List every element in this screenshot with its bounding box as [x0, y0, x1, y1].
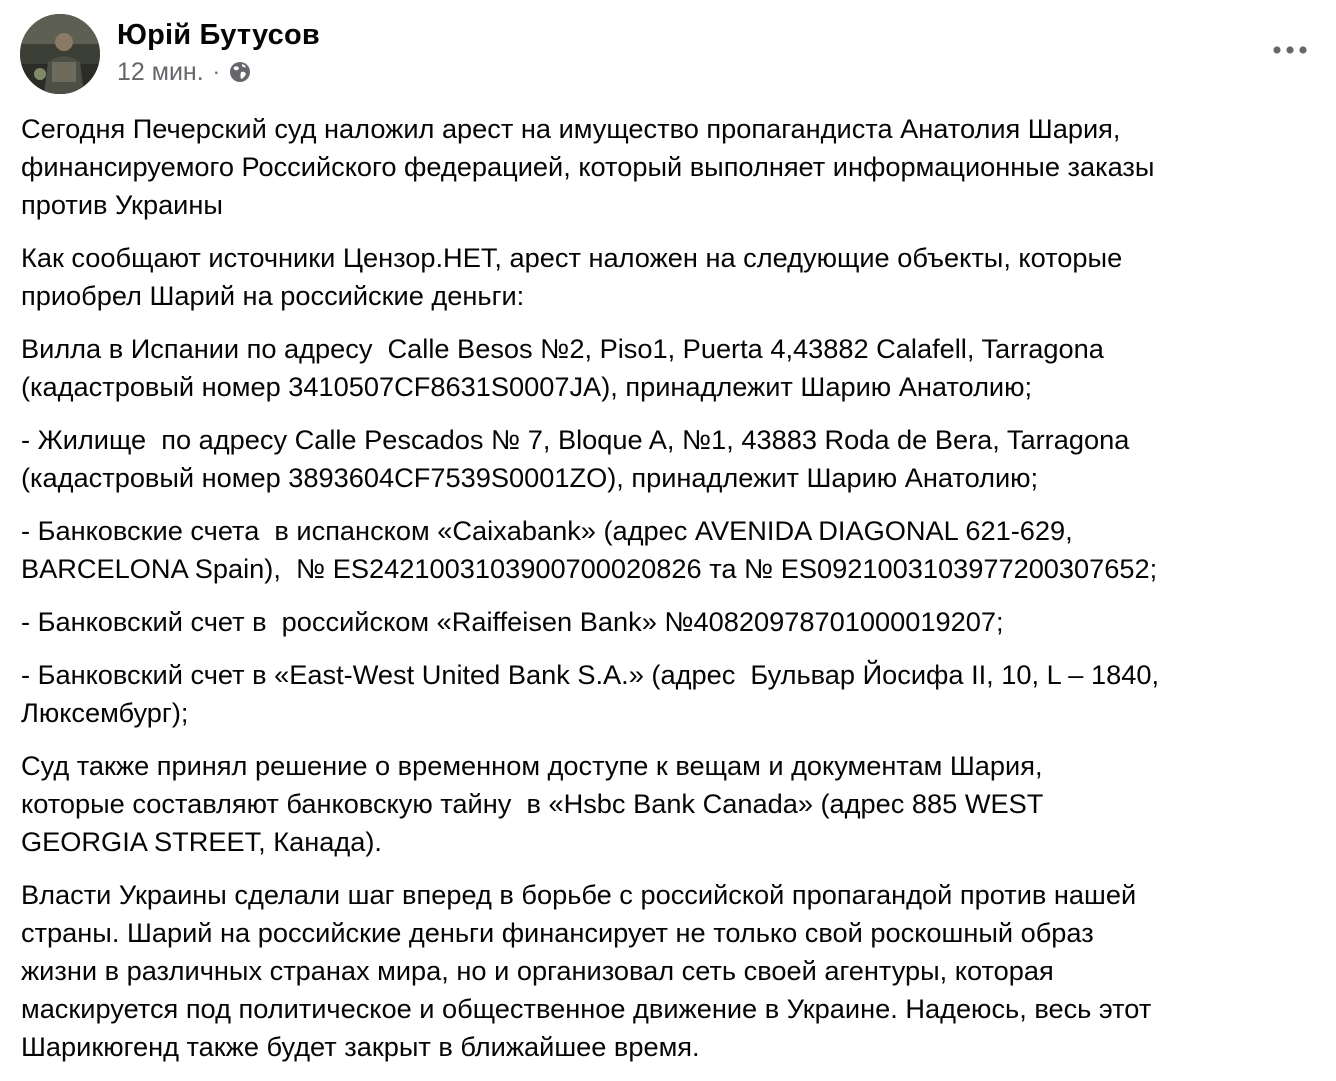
post-paragraph: - Банковский счет в «East-West United Bank S.A.» (адрес Бульвар Йосифа II, 10, L – 1840, Люксембург);: [21, 659, 1160, 728]
post-text: [21, 110, 1321, 1081]
post-paragraph: Как сообщают источники Цензор.НЕТ, арест наложен на следующие объекты, которые приобрел Шарий на российские деньги:: [21, 242, 1123, 311]
post-paragraph: Власти Украины сделали шаг вперед в борьбе с российской пропагандой против нашей страны. Шарий на российские деньги финансирует не только свой роскошный образ жизни в различных странах мира, но и организовал сеть своей агентуры, которая маскируется под политическое и общественное движение в Украине. Надеюсь, весь этот Шарикюгенд также будет закрыт в ближайшее время.: [21, 879, 1152, 1062]
globe-icon[interactable]: [228, 60, 252, 84]
post-paragraph: - Жилище по адресу Calle Pescados № 7, Bloque A, №1, 43883 Roda de Bera, Tarragona (кадастровый номер 3893604CF7539S0001ZO), принадлежит Шарию Анатолию;: [21, 424, 1130, 493]
avatar[interactable]: [20, 14, 100, 94]
post-paragraph: Вилла в Испании по адресу Calle Besos №2, Piso1, Puerta 4,43882 Calafell, Tarragona (кадастровый номер 3410507CF8631S0007JA), принадлежит Шарию Анатолию;: [21, 333, 1104, 402]
post-subline: [117, 57, 320, 87]
post-paragraph: - Банковский счет в российском «Raiffeisen Bank» №40820978701000019207;: [21, 606, 1004, 637]
post-header: [20, 14, 320, 94]
post-paragraph: - Банковские счета в испанском «Caixabank» (адрес AVENIDA DIAGONAL 621-629, BARCELONA Spain), № ES2421003103900700020826 та № ES0921003103977200307652;: [21, 515, 1158, 584]
post-paragraph: Сегодня Печерский суд наложил арест на имущество пропагандиста Анатолия Шария, финансируемого Российского федерацией, который выполняет информационные заказы против Украины: [21, 113, 1155, 220]
more-options-icon: [1273, 41, 1307, 59]
post-paragraph: Суд также принял решение о временном доступе к вещам и документам Шария, которые составляют банковскую тайну в «Hsbc Bank Canada» (адрес 885 WEST GEORGIA STREET, Канада).: [21, 750, 1044, 857]
post-time[interactable]: 12 мин.: [117, 58, 204, 86]
more-options-button[interactable]: [1264, 30, 1316, 70]
author-name[interactable]: Юрій Бутусов: [117, 19, 320, 51]
separator-dot: ·: [212, 59, 220, 84]
post-meta: [117, 14, 320, 87]
